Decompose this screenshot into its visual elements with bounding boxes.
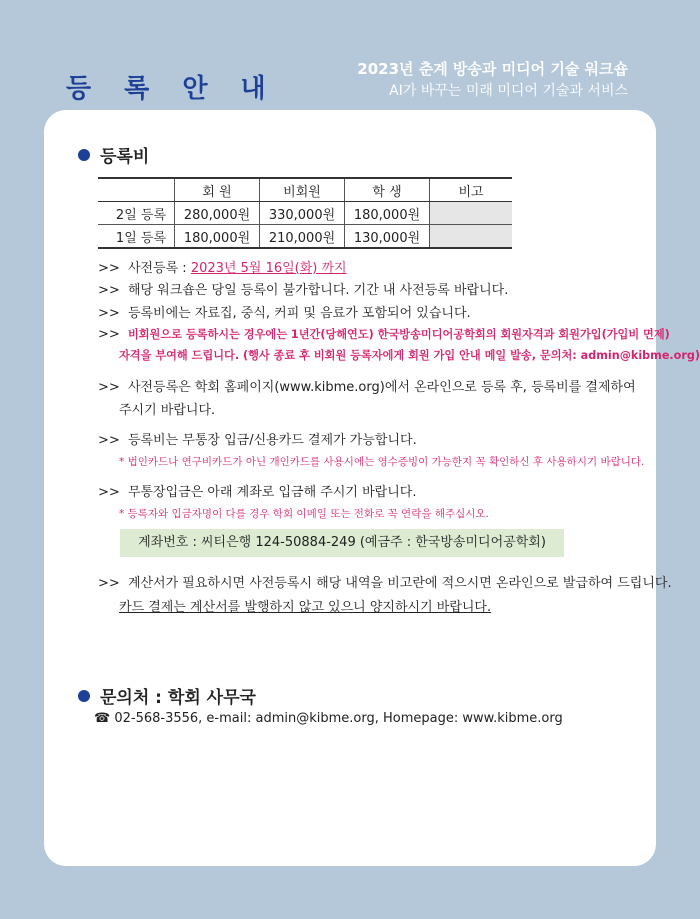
table-row [98, 225, 512, 249]
note-text: 사전등록 : [127, 261, 191, 276]
remarks-cell [430, 202, 513, 225]
note-invoice-cont [119, 596, 491, 615]
note-no-onsite [98, 279, 508, 298]
table-row [98, 202, 512, 225]
note-invoice [98, 572, 672, 591]
note-text: 자격을 부여해 드립니다. (행사 종료 후 비회원 등록자에게 회원 가입 안내 메일 발송, 문의처: admin@kibme.org) [119, 349, 700, 362]
content-card [44, 110, 700, 866]
bullet-icon [78, 690, 90, 702]
contact-text: 02-568-3556, e-mail: admin@kibme.org, Homepage: www.kibme.org [114, 711, 563, 726]
bullet-icon [78, 149, 90, 161]
note-marker: >> [98, 485, 120, 500]
fee-heading-text: 등록비 [100, 147, 150, 167]
table-corner-cell [98, 178, 175, 202]
deadline-text: 2023년 5월 16일(화) 까지 [190, 261, 347, 276]
contact-details [94, 711, 563, 726]
note-marker: >> [98, 283, 120, 298]
note-fee-includes [98, 302, 471, 321]
note-bank-transfer [98, 481, 416, 500]
note-text: 계산서가 필요하시면 사전등록시 해당 내역을 비고란에 적으시면 온라인으로 발급하여 드립니다. [127, 576, 672, 591]
note-text: 사전등록은 학회 홈페이지(www.kibme.org)에서 온라인으로 등록 후, 등록비를 결제하여 [127, 380, 636, 395]
note-text: 비회원으로 등록하시는 경우에는 1년간(당해연도) 한국방송미디어공학회의 회원자격과 회원가입(가입비 면제) [127, 328, 670, 341]
fee-cell: 130,000원 [345, 225, 430, 249]
note-online-registration [98, 376, 636, 395]
note-card-warning: * 법인카드나 연구비카드가 아닌 개인카드를 사용시에는 영수증빙이 가능한지 꼭 확인하신 후 사용하시기 바랍니다. [119, 456, 645, 468]
header-remarks: 비고 [430, 178, 513, 202]
note-nonmember [98, 326, 670, 342]
row-label: 1일 등록 [98, 225, 175, 249]
note-text: 무통장입금은 아래 계좌로 입금해 주시기 바랍니다. [127, 485, 417, 500]
fee-cell: 280,000원 [175, 202, 260, 225]
fee-cell: 180,000원 [175, 225, 260, 249]
header-member: 회 원 [175, 178, 260, 202]
note-marker: >> [98, 433, 120, 448]
row-label: 2일 등록 [98, 202, 175, 225]
note-text: 주시기 바랍니다. [119, 403, 216, 418]
page-title: 등 록 안 내 [66, 74, 278, 104]
note-payment-methods [98, 429, 417, 448]
fee-cell: 210,000원 [260, 225, 345, 249]
fee-section-heading [78, 142, 149, 167]
note-text: 등록비에는 자료집, 중식, 커피 및 음료가 포함되어 있습니다. [127, 306, 471, 321]
note-text: 등록비는 무통장 입금/신용카드 결제가 가능합니다. [127, 433, 417, 448]
note-marker: >> [98, 261, 120, 276]
fee-cell: 330,000원 [260, 202, 345, 225]
remarks-cell [430, 225, 513, 249]
note-depositor-warning: * 등록자와 입금자명이 다를 경우 학회 이메일 또는 전화로 꼭 연락을 해주십시오. [119, 508, 489, 520]
note-marker: >> [98, 380, 120, 395]
note-preregistration [98, 257, 347, 276]
fee-table [98, 177, 512, 249]
contact-section-heading [78, 683, 256, 708]
header-nonmember: 비회원 [260, 178, 345, 202]
note-marker: >> [98, 327, 120, 342]
event-subtitle: AI가 바꾸는 미래 미디어 기술과 서비스 [389, 83, 628, 99]
note-nonmember-cont [119, 347, 700, 363]
note-text: 해당 워크숍은 당일 등록이 불가합니다. 기간 내 사전등록 바랍니다. [127, 283, 509, 298]
fee-cell: 180,000원 [345, 202, 430, 225]
header-student: 학 생 [345, 178, 430, 202]
note-marker: >> [98, 306, 120, 321]
note-text: 카드 결제는 계산서를 발행하지 않고 있으니 양지하시기 바랍니다. [119, 600, 492, 615]
phone-icon: ☎ [94, 711, 111, 726]
account-number-box: 계좌번호 : 씨티은행 124-50884-249 (예금주 : 한국방송미디어공학회) [120, 529, 564, 557]
fee-table-header [98, 178, 512, 202]
note-online-registration-cont [119, 399, 215, 418]
contact-heading-text: 문의처 : 학회 사무국 [100, 688, 256, 708]
note-marker: >> [98, 576, 120, 591]
event-title: 2023년 춘계 방송과 미디어 기술 워크숍 [357, 60, 628, 78]
